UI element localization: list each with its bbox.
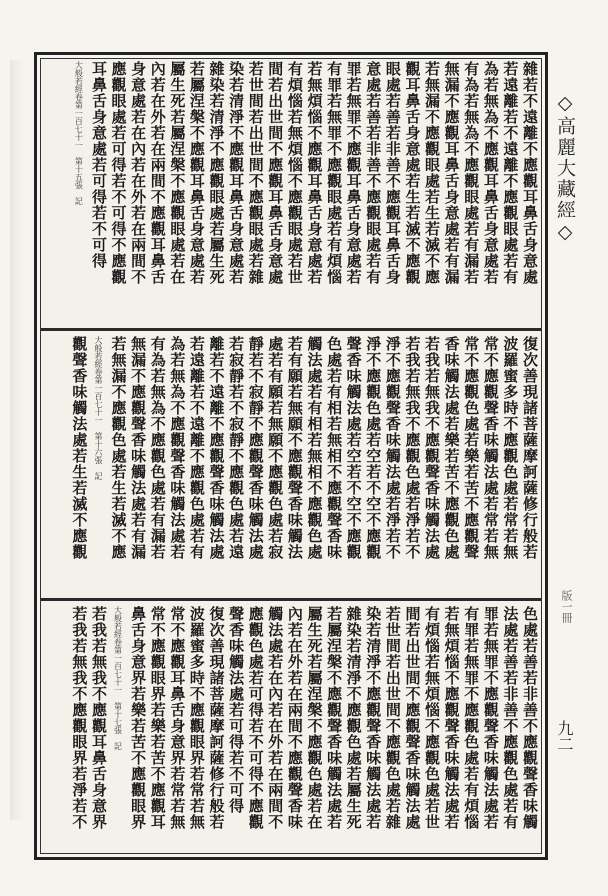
folio-note: 大般若經卷第一百七十一 第十七張 記 [113,606,123,750]
text-column: 波羅蜜多時不應觀色處若常若無 [501,336,520,560]
text-column: 若無漏不應觀色處若生若滅不應 [109,336,128,560]
text-column: 常不應觀眼界若樂若苦不應觀耳 [148,606,167,830]
text-column: 聲香味觸法處若空若不空不應觀 [344,336,363,560]
text-column: 常不應觀耳鼻舌身意界若常若無 [168,606,187,830]
text-column: 罪若無罪不應觀聲香味觸法處若 [481,606,500,830]
text-column: 身意處若在內若在外若在兩間不 [129,61,148,285]
text-column: 有罪若無罪不應觀眼處若有煩惱 [325,61,344,285]
text-column: 意處若善若非善不應觀眼處若有 [364,61,383,285]
text-column: 若遠離若不遠離不應觀眼處若有 [501,61,520,285]
text-column: 屬生死若屬涅槃不應觀色處若在 [305,606,324,830]
text-column: 常不應觀聲香味觸法處若常若無 [481,336,500,560]
text-column: 染若清淨不應觀耳鼻舌身意處若 [227,61,246,285]
register-divider-1 [41,328,541,331]
text-column: 罪若無罪不應觀耳鼻舌身意處若 [344,61,363,285]
text-column: 波羅蜜多時不應觀眼界若常若無 [187,606,206,830]
text-column: 若世間若出世間不應觀眼處若雜 [246,61,265,285]
text-column: 常不應觀色處若樂若苦不應觀聲 [462,336,481,560]
text-column: 觀聲香味觸法處若生若滅不應觀 [70,336,89,560]
text-column: 離若不遠離不應觀聲香味觸法處 [207,336,226,560]
text-column: 觸法處若有相若無相不應觀色處 [305,336,324,560]
text-column: 為若無為不應觀耳鼻舌身意處若 [481,61,500,285]
text-column: 無漏不應觀耳鼻舌身意處若有漏 [442,61,461,285]
text-column: 觀耳鼻舌身意處若生若滅不應觀 [403,61,422,285]
text-column: 若我若無我不應觀聲香味觸法處 [423,336,442,560]
text-column: 耳鼻舌身意處若可得若不可得 [89,61,108,269]
register-divider-2 [41,598,541,601]
text-column: 法處若善若非善不應觀色處若有 [501,606,520,830]
text-column: 色處若有相若無相不應觀聲香味 [325,336,344,560]
text-column: 有罪若無罪不應觀色處若有煩惱 [462,606,481,830]
text-column: 色處若善若非善不應觀聲香味觸 [521,606,539,830]
volume-label: 版一冊 [560,590,573,623]
text-column: 眼處若善若非善不應觀耳鼻舌身 [383,61,402,285]
text-column: 間若出世間不應觀聲香味觸法處 [403,606,422,830]
text-column: 若無漏不應觀眼處若生若滅不應 [423,61,442,285]
text-column: 淨不應觀色處若空若不空不應觀 [364,336,383,560]
text-column: 若我若無我不應觀色處若淨若不 [403,336,422,560]
text-column: 有煩惱若無煩惱不應觀色處若世 [423,606,442,830]
text-column: 靜若不寂靜不應觀聲香味觸法處 [246,336,265,560]
text-column: 若屬涅槃不應觀聲香味觸法處若 [325,606,344,830]
text-column: 若屬涅槃不應觀耳鼻舌身意處若 [187,61,206,285]
register-top-columns [69,61,539,325]
text-column: 若無煩惱不應觀耳鼻舌身意處若 [305,61,324,285]
folio-note: 大般若經卷第一百七十一 第十五張 記 [74,61,84,205]
text-column: 若我若無我不應觀眼界若淨若不 [70,606,89,830]
folio-note: 大般若經卷第一百七十一 第十六張 記 [93,336,103,480]
text-column: 間若出世間不應觀耳鼻舌身意處 [266,61,285,285]
text-column: 聲香味觸法處若可得若不可得 [227,606,246,814]
text-column: 處若有願若無願不應觀色處若寂 [266,336,285,560]
text-column: 若無煩惱不應觀聲香味觸法處若 [442,606,461,830]
text-column: 內若在外若在兩間不應觀耳鼻舌 [148,61,167,285]
text-column: 應觀眼處若可得若不可得不應觀 [109,61,128,285]
register-top [37,61,545,325]
text-column: 雜染若清淨不應觀色處若屬生死 [344,606,363,830]
text-frame [34,52,548,860]
text-column: 為若無為不應觀聲香味觸法處若 [168,336,187,560]
text-column: 香味觸法處若樂若苦不應觀色處 [442,336,461,560]
text-column: 若有願若無願不應觀聲香味觸法 [285,336,304,560]
page-edge-shadow [10,60,24,820]
text-column: 若寂靜若不寂靜不應觀色處若遠 [227,336,246,560]
text-column: 觸法處若在內若在外若在兩間不 [266,606,285,830]
text-column: 無漏不應觀聲香味觸法處若有漏 [129,336,148,560]
text-column: 有為若無為不應觀眼處若有漏若 [462,61,481,285]
text-column: 若遠離若不遠離不應觀色處若有 [187,336,206,560]
text-column: 淨不應觀聲香味觸法處若淨若不 [383,336,402,560]
text-column: 復次善現諸菩薩摩訶薩修行般若 [207,606,226,830]
register-middle [37,336,545,594]
text-column: 屬生死若屬涅槃不應觀眼處若在 [168,61,187,285]
register-bottom [37,606,545,852]
text-column: 染若清淨不應觀聲香味觸法處若 [364,606,383,830]
register-middle-columns [69,336,539,594]
page-number: 九二 [555,720,574,752]
text-column: 有為若無為不應觀色處若有漏若 [148,336,167,560]
text-column: 雜若不遠離不應觀耳鼻舌身意處 [521,61,539,285]
text-column: 鼻舌身意界若樂若苦不應觀眼界 [129,606,148,830]
text-column: 應觀色處若可得若不可得不應觀 [246,606,265,830]
register-bottom-columns [69,606,539,852]
text-column: 雜染若清淨不應觀眼處若屬生死 [207,61,226,285]
text-column: 內若在外若在兩間不應觀聲香味 [285,606,304,830]
text-column: 若世間若出世間不應觀色處若雜 [383,606,402,830]
collection-title: ◇高麗大藏經◇ [554,92,576,245]
text-column: 有煩惱若無煩惱不應觀眼處若世 [285,61,304,285]
text-column: 若我若無我不應觀耳鼻舌身意界 [89,606,108,830]
text-column: 復次善現諸菩薩摩訶薩修行般若 [521,336,539,560]
